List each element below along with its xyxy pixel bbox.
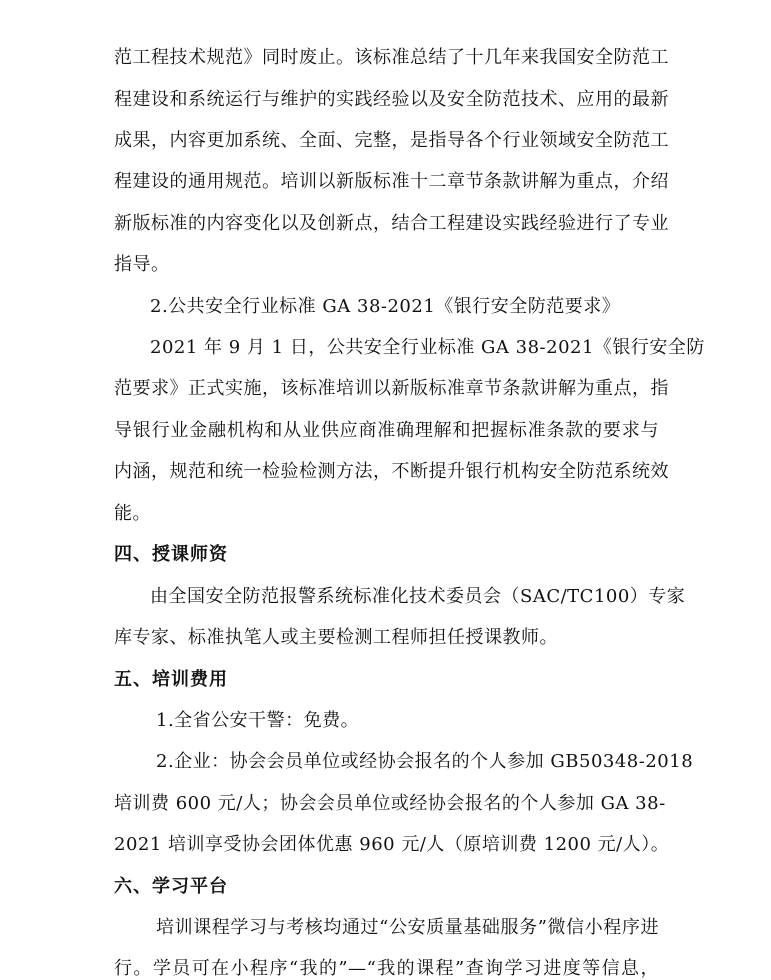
- para1-line-3: 成果，内容更加系统、全面、完整，是指导各个行业领域安全防范工: [114, 130, 669, 151]
- para1-line-2: 程建设和系统运行与维护的实践经验以及安全防范技术、应用的最新: [114, 89, 669, 110]
- section5-item2-line-1: 2.企业：协会会员单位或经协会报名的个人参加 GB50348-2018: [156, 751, 694, 772]
- section5-item2-line-2: 培训费 600 元/人；协会会员单位或经协会报名的个人参加 GA 38-: [114, 793, 666, 814]
- section6-line-1: 培训课程学习与考核均通过“公安质量基础服务”微信小程序进: [156, 917, 659, 938]
- para1-line-6: 指导。: [114, 254, 170, 275]
- section4-heading: 四、授课师资: [114, 544, 228, 565]
- para2-line-4: 内涵，规范和统一检验检测方法，不断提升银行机构安全防范系统效: [114, 461, 669, 482]
- section5-item2-line-3: 2021 培训享受协会团体优惠 960 元/人（原培训费 1200 元/人）。: [114, 834, 670, 855]
- para2-line-1: 2021 年 9 月 1 日，公共安全行业标准 GA 38-2021《银行安全防: [150, 337, 705, 358]
- para1-line-4: 程建设的通用规范。培训以新版标准十二章节条款讲解为重点，介绍: [114, 171, 669, 192]
- item2-title: 2.公共安全行业标准 GA 38-2021《银行安全防范要求》: [150, 296, 621, 317]
- para2-line-3: 导银行业金融机构和从业供应商准确理解和把握标准条款的要求与: [114, 420, 659, 441]
- section6-heading: 六、学习平台: [114, 876, 228, 897]
- section5-item1: 1.全省公安干警：免费。: [156, 710, 360, 731]
- section4-line-1: 由全国安全防范报警系统标准化技术委员会（SAC/TC100）专家: [150, 586, 686, 607]
- section5-heading: 五、培训费用: [114, 669, 228, 690]
- para1-line-5: 新版标准的内容变化以及创新点，结合工程建设实践经验进行了专业: [114, 213, 669, 234]
- para2-line-5: 能。: [114, 503, 151, 524]
- para1-line-1: 范工程技术规范》同时废止。该标准总结了十几年来我国安全防范工: [114, 47, 669, 68]
- para2-line-2: 范要求》正式实施，该标准培训以新版标准章节条款讲解为重点，指: [114, 378, 669, 399]
- section4-line-2: 库专家、标准执笔人或主要检测工程师担任授课教师。: [114, 627, 558, 648]
- section6-line-2: 行。学员可在小程序“我的”—“我的课程”查询学习进度等信息，: [114, 958, 659, 979]
